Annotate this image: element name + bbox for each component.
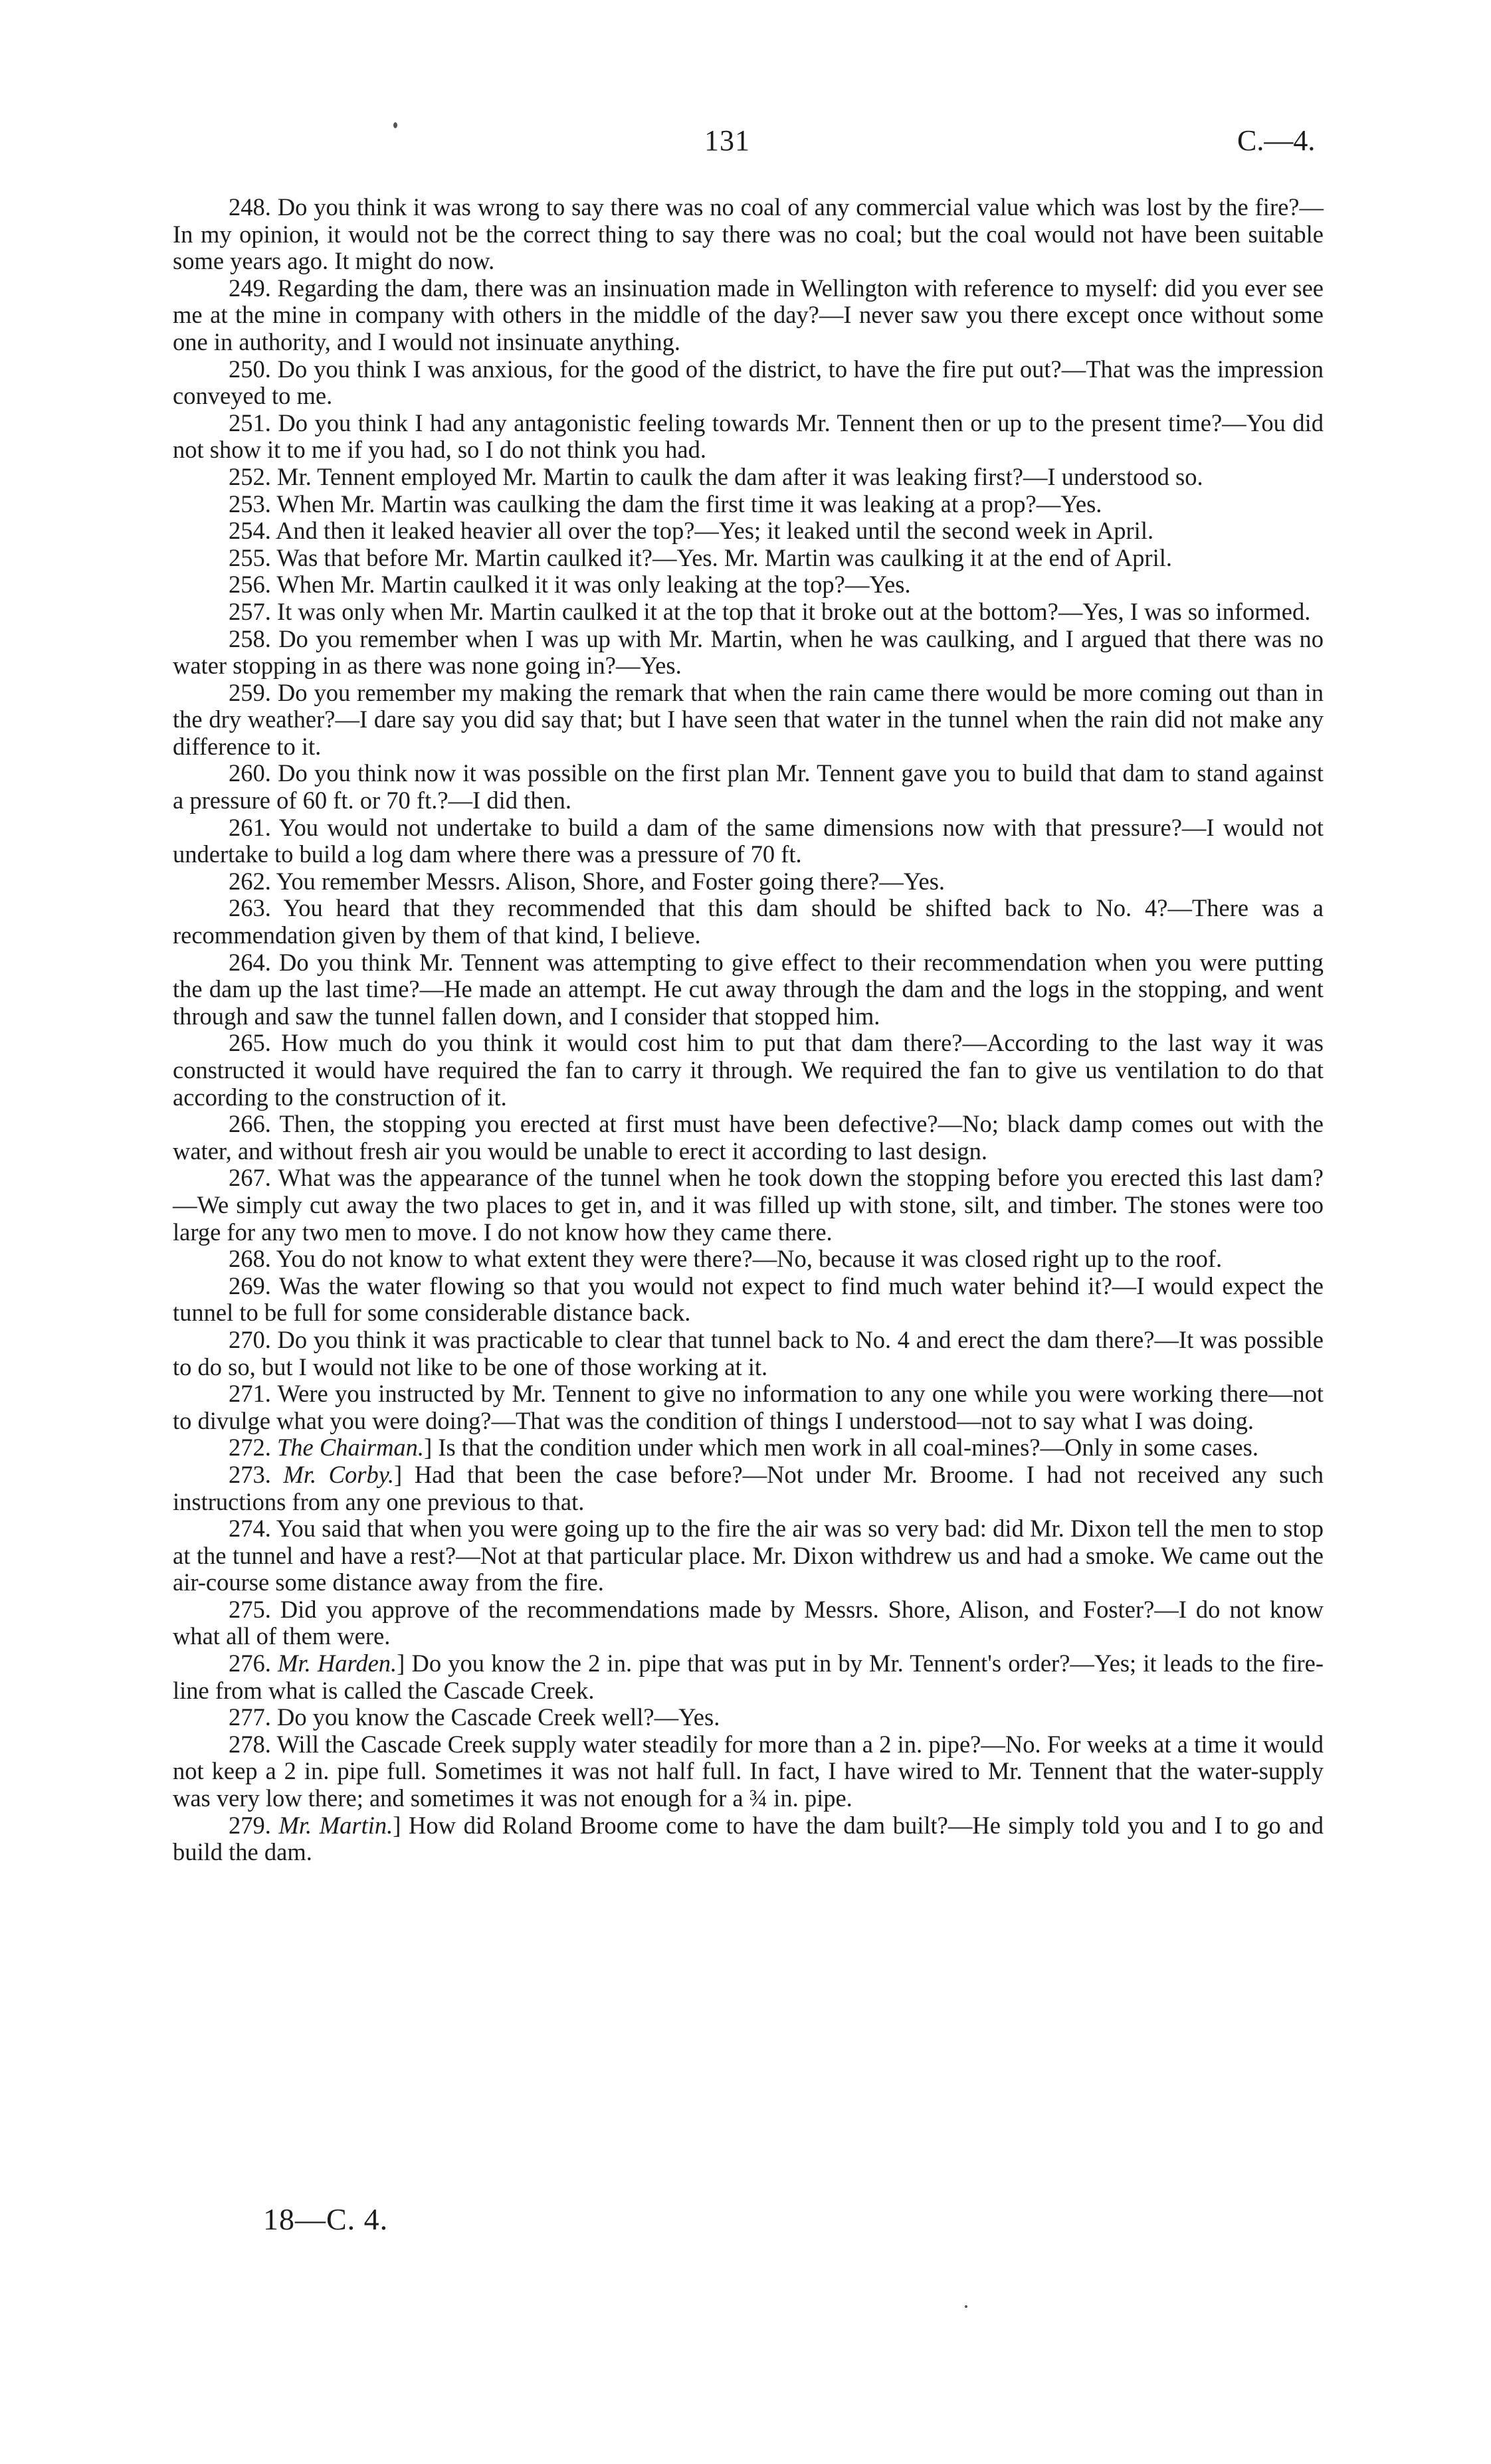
question-number: 263. xyxy=(229,894,271,922)
speaker-name: The Chairman. xyxy=(277,1434,425,1462)
question-266 xyxy=(173,1111,1324,1165)
question-text: Mr. Tennent employed Mr. Martin to caulk the dam after it was leaking first?—I understood so. xyxy=(277,462,1203,490)
question-text: Do you think now it was possible on the first plan Mr. Tennent gave you to build that dam to stand against a pressure of 60 ft. or 70 ft.?—I did then. xyxy=(173,759,1324,814)
sheet-signature: 18—C. 4. xyxy=(263,2202,389,2236)
question-255 xyxy=(173,545,1324,572)
speaker-name: Mr. Harden. xyxy=(278,1650,397,1677)
question-number: 278. xyxy=(229,1730,271,1758)
question-number: 251. xyxy=(229,409,271,436)
question-text: Were you instructed by Mr. Tennent to give no information to any one while you were working there—not to divulge what you were doing?—That was the condition of things I understood—not to say what I was doing. xyxy=(173,1380,1324,1434)
question-text: What was the appearance of the tunnel when he took down the stopping before you erected this last dam?—We simply cut away the two places to get in, and it was filled up with stone, silt, and timber. The stones were too large for any two men to move. I do not know how they came there. xyxy=(173,1164,1324,1246)
question-text: And then it leaked heavier all over the top?—Yes; it leaked until the second week in April. xyxy=(276,517,1154,545)
question-number: 269. xyxy=(229,1272,271,1299)
question-text: You do not know to what extent they were there?—No, because it was closed right up to the roof. xyxy=(276,1245,1223,1273)
question-257 xyxy=(173,599,1324,626)
question-258 xyxy=(173,626,1324,680)
question-272: 272. The Chairman.] Is that the condition under which men work in all coal-mines?—Only in some cases. xyxy=(229,1434,1258,1462)
question-number: 258. xyxy=(229,624,271,652)
question-number: 262. xyxy=(229,867,271,895)
question-269 xyxy=(173,1273,1324,1327)
question-number: 259. xyxy=(229,678,271,706)
question-number: 248. xyxy=(229,193,271,221)
question-number: 260. xyxy=(229,759,271,787)
question-text: How did Roland Broome come to have the dam built?—He simply told you and I to go and build the dam. xyxy=(173,1811,1324,1866)
question-270 xyxy=(173,1327,1324,1380)
question-text: Then, the stopping you erected at first must have been defective?—No; black damp comes out with the water, and without fresh air you would be unable to erect it according to last design. xyxy=(173,1110,1324,1165)
speaker-name: Mr. Corby. xyxy=(283,1460,395,1488)
question-265 xyxy=(173,1030,1324,1111)
question-263 xyxy=(173,895,1324,949)
question-number: 268. xyxy=(229,1245,271,1273)
evidence-text xyxy=(173,194,1324,1866)
question-249 xyxy=(173,275,1324,356)
question-text: Do you remember my making the remark that when the rain came there would be more coming out than in the dry weather?—I dare say you did say that; but I have seen that water in the tunnel when the rain did not make any difference to it. xyxy=(173,678,1324,760)
question-271 xyxy=(173,1380,1324,1434)
question-256 xyxy=(173,571,1324,599)
question-number: 276. xyxy=(229,1650,271,1677)
question-248 xyxy=(173,194,1324,275)
question-number: 256. xyxy=(229,571,271,599)
question-text: Regarding the dam, there was an insinuation made in Wellington with reference to myself: did you ever see me at the mine in company with others in the middle of the day?—I never saw you there except once without some one in authority, and I would not insinuate anything. xyxy=(173,274,1324,355)
page-header xyxy=(0,124,1491,163)
print-speck xyxy=(965,2305,967,2308)
question-text: Was that before Mr. Martin caulked it?—Yes. Mr. Martin was caulking it at the end of April. xyxy=(276,543,1172,571)
question-250 xyxy=(173,356,1324,410)
question-text: You heard that they recommended that this dam should be shifted back to No. 4?—There was a recommendation given by them of that kind, I believe. xyxy=(173,894,1324,949)
question-number: 253. xyxy=(229,490,271,518)
question-278 xyxy=(173,1731,1324,1812)
question-262 xyxy=(173,868,1324,896)
question-254 xyxy=(173,518,1324,545)
question-text: Do you remember when I was up with Mr. Martin, when he was caulking, and I argued that there was no water stopping in as there was none going in?—Yes. xyxy=(173,624,1324,680)
question-text: Do you think I had any antagonistic feeling towards Mr. Tennent then or up to the present time?—You did not show it to me if you had, so I do not think you had. xyxy=(173,409,1324,464)
question-number: 264. xyxy=(229,948,271,976)
question-text: Do you know the 2 in. pipe that was put in by Mr. Tennent's order?—Yes; it leads to the fire-line from what is called the Cascade Creek. xyxy=(173,1650,1324,1704)
question-261 xyxy=(173,814,1324,868)
question-text: Was the water flowing so that you would not expect to find much water behind it?—I would expect the tunnel to be full for some considerable distance back. xyxy=(173,1272,1324,1327)
question-number: 252. xyxy=(229,462,271,490)
question-number: 254. xyxy=(229,517,271,545)
page-number: 131 xyxy=(704,124,750,157)
question-text: Do you think I was anxious, for the good of the district, to have the fire put out?—That was the impression conveyed to me. xyxy=(173,355,1324,410)
question-number: 250. xyxy=(229,355,271,383)
question-259 xyxy=(173,680,1324,761)
question-number: 273. xyxy=(229,1460,271,1488)
question-text: It was only when Mr. Martin caulked it at the top that it broke out at the bottom?—Yes, I was so informed. xyxy=(277,597,1311,625)
question-264 xyxy=(173,949,1324,1030)
question-number: 275. xyxy=(229,1595,271,1623)
question-text: You said that when you were going up to the fire the air was so very bad: did Mr. Dixon tell the men to stop at the tunnel and have a rest?—Not at that particular place. Mr. Dixon withdrew us and had a smoke. We came out the air-course some distance away from the fire. xyxy=(173,1515,1324,1596)
question-253 xyxy=(173,491,1324,518)
document-code: C.—4. xyxy=(1237,124,1316,157)
question-text: Is that the condition under which men work in all coal-mines?—Only in some cases. xyxy=(438,1434,1258,1462)
question-text: Do you know the Cascade Creek well?—Yes. xyxy=(277,1703,720,1731)
question-number: 271. xyxy=(229,1380,271,1408)
question-273: 273. Mr. Corby.] Had that been the case before?—Not under Mr. Broome. I had not received any such instructions from any one previous to that. xyxy=(173,1460,1324,1515)
question-number: 267. xyxy=(229,1164,271,1192)
question-251 xyxy=(173,410,1324,464)
question-276: 276. Mr. Harden.] Do you know the 2 in. pipe that was put in by Mr. Tennent's order?—Yes; it leads to the fire-line from what is called the Cascade Creek. xyxy=(173,1650,1324,1704)
question-260 xyxy=(173,760,1324,814)
question-number: 257. xyxy=(229,597,271,625)
question-number: 274. xyxy=(229,1515,271,1543)
question-number: 279. xyxy=(229,1811,271,1839)
question-text: You remember Messrs. Alison, Shore, and Foster going there?—Yes. xyxy=(276,867,945,895)
question-number: 270. xyxy=(229,1325,271,1353)
question-text: Had that been the case before?—Not under Mr. Broome. I had not received any such instructions from any one previous to that. xyxy=(173,1460,1324,1515)
question-text: Do you think Mr. Tennent was attempting to give effect to their recommendation when you were putting the dam up the last time?—He made an attempt. He cut away through the dam and the logs in the stopping, and went through and saw the tunnel fallen down, and I consider that stopped him. xyxy=(173,948,1324,1030)
question-252 xyxy=(173,464,1324,491)
question-text: When Mr. Martin caulked it it was only leaking at the top?—Yes. xyxy=(276,571,911,599)
question-277 xyxy=(173,1704,1324,1731)
question-number: 266. xyxy=(229,1110,271,1138)
question-number: 255. xyxy=(229,543,271,571)
question-text: Did you approve of the recommendations made by Messrs. Shore, Alison, and Foster?—I do not know what all of them were. xyxy=(173,1595,1324,1650)
question-279: 279. Mr. Martin.] How did Roland Broome come to have the dam built?—He simply told you and I to go and build the dam. xyxy=(173,1811,1324,1866)
question-275 xyxy=(173,1596,1324,1650)
question-number: 277. xyxy=(229,1703,271,1731)
speaker-name: Mr. Martin. xyxy=(278,1811,393,1839)
question-number: 272. xyxy=(229,1434,271,1462)
question-274 xyxy=(173,1515,1324,1596)
question-text: Do you think it was wrong to say there was no coal of any commercial value which was lost by the fire?—In my opinion, it would not be the correct thing to say there was no coal; but the coal would not have been suitable some years ago. It might do now. xyxy=(173,193,1324,275)
question-number: 249. xyxy=(229,274,271,302)
print-speck xyxy=(393,122,397,128)
question-text: Will the Cascade Creek supply water steadily for more than a 2 in. pipe?—No. For weeks at a time it would not keep a 2 in. pipe full. Sometimes it was not half full. In fact, I have wired to Mr. Tennent that the water-supply was very low there; and sometimes it was not enough for a ¾ in. pipe. xyxy=(173,1730,1324,1812)
question-267 xyxy=(173,1165,1324,1246)
question-text: When Mr. Martin was caulking the dam the first time it was leaking at a prop?—Yes. xyxy=(276,490,1102,518)
question-text: How much do you think it would cost him to put that dam there?—According to the last way it was constructed it would have required the fan to carry it through. We required the fan to give us ventilation to do that according to the construction of it. xyxy=(173,1029,1324,1111)
question-text: You would not undertake to build a dam of the same dimensions now with that pressure?—I would not undertake to build a log dam where there was a pressure of 70 ft. xyxy=(173,813,1324,868)
question-number: 265. xyxy=(229,1029,271,1057)
question-268 xyxy=(173,1246,1324,1273)
question-text: Do you think it was practicable to clear that tunnel back to No. 4 and erect the dam there?—It was possible to do so, but I would not like to be one of those working at it. xyxy=(173,1325,1324,1380)
question-number: 261. xyxy=(229,813,271,841)
